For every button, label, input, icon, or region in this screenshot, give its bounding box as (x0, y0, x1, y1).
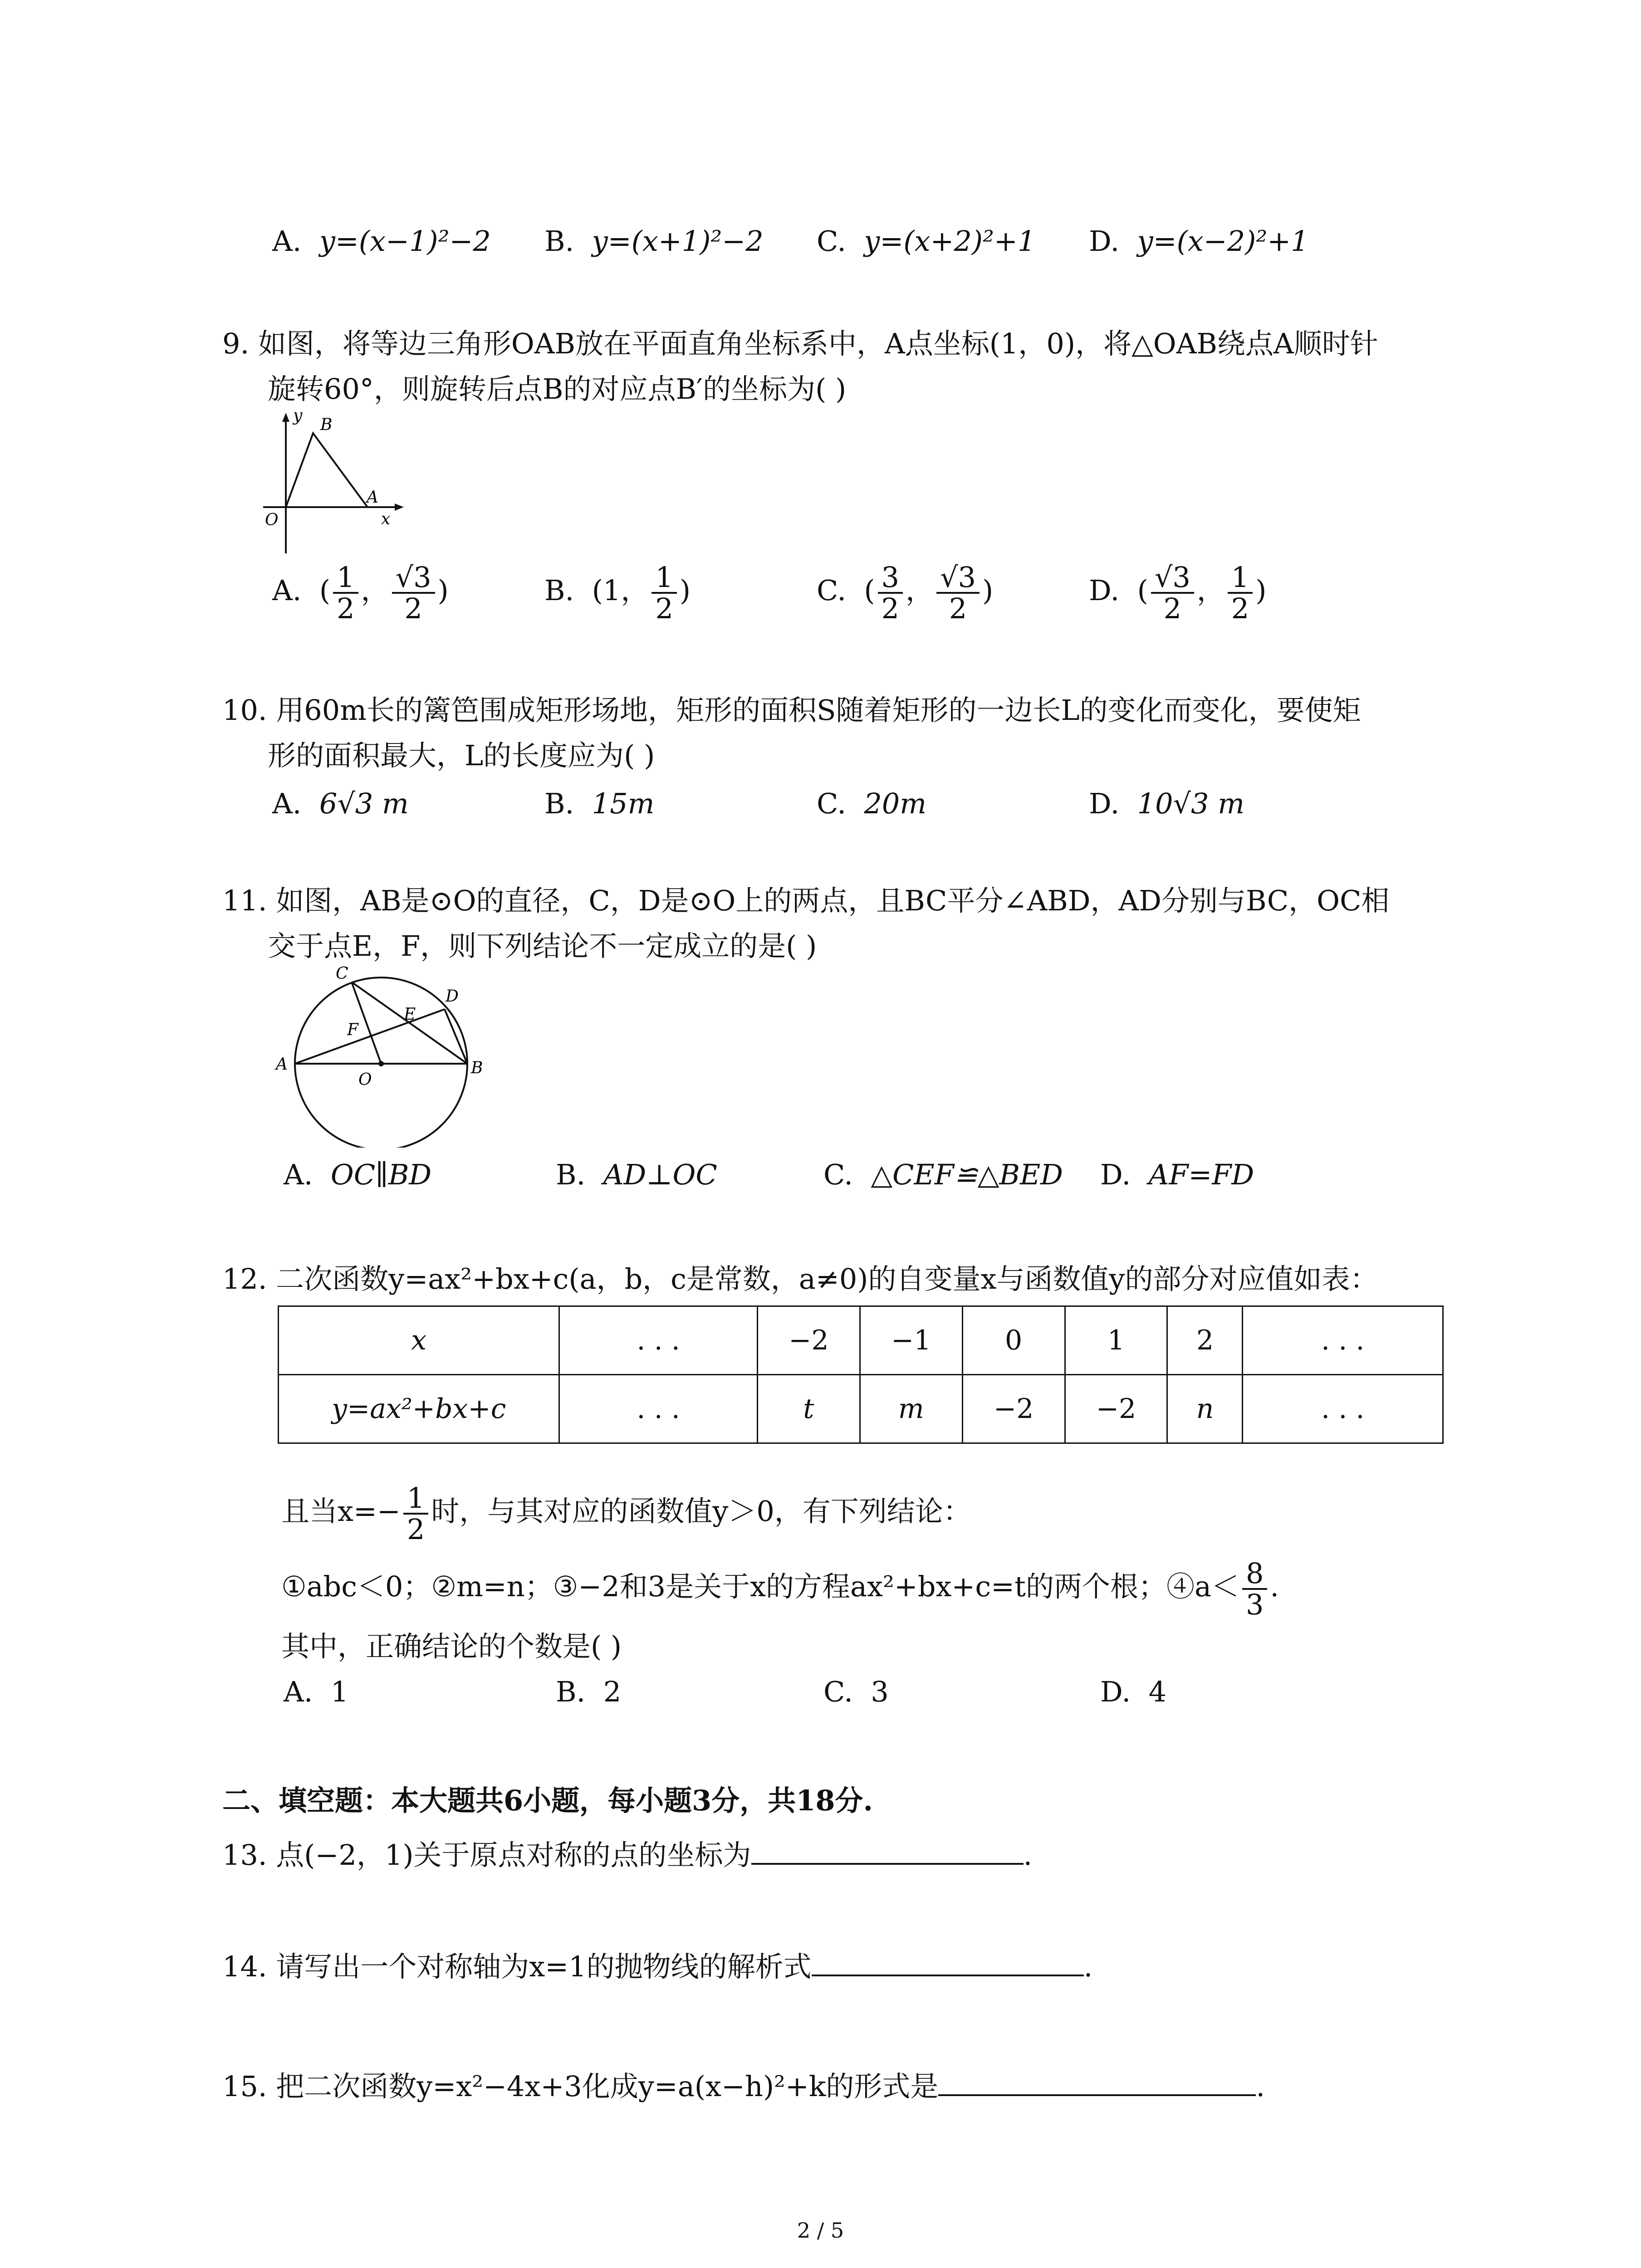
q8-option-d: D. y=(x−2)²+1 (1089, 225, 1309, 258)
label-f: F (347, 1021, 358, 1039)
table-row-x (279, 1306, 1443, 1375)
q10-stem-line2: 形的面积最大，L的长度应为( ) (268, 739, 655, 772)
label-a: A (367, 488, 378, 507)
q9-option-d: D. ( $\frac{√3}{2}$ ， $\frac{1}{2}$ ) (1089, 561, 1267, 626)
q11-option-d: D. AF=FD (1100, 1158, 1254, 1191)
label-o: O (358, 1070, 372, 1089)
q11-option-b: B. AD⊥OC (556, 1158, 717, 1191)
table-cell: n (1167, 1375, 1243, 1443)
q9-stem-line1: 9. 如图，将等边三角形OAB放在平面直角坐标系中，A点坐标(1，0)，将△OAB绕点A顺时针 (222, 327, 1378, 360)
table-cell: y=ax²+bx+c (279, 1375, 559, 1443)
page-number: 2 / 5 (797, 2218, 844, 2243)
table-cell: 1 (1065, 1306, 1167, 1375)
table-cell: 0 (962, 1306, 1065, 1375)
q9-option-c: C. ( $\frac{3}{2}$ ， $\frac{√3}{2}$ ) (817, 561, 994, 626)
q11-option-c: C. △CEF≌△BED (823, 1158, 1063, 1191)
q11-option-a: A. OC∥BD (284, 1158, 432, 1191)
label-a: A (276, 1055, 288, 1074)
q12-option-d: D. 4 (1100, 1675, 1167, 1708)
table-cell: . . . (1243, 1375, 1443, 1443)
table-cell: m (860, 1375, 962, 1443)
table-row-y (279, 1375, 1443, 1443)
q14: 14. 请写出一个对称轴为x=1的抛物线的解析式 . (222, 1950, 1093, 1983)
answer-blank[interactable] (812, 1970, 1084, 1976)
table-cell: . . . (559, 1375, 758, 1443)
table-cell: −2 (757, 1306, 860, 1375)
q10-option-c: C. 20m (817, 787, 927, 820)
answer-blank[interactable] (751, 1858, 1024, 1865)
table-cell: −1 (860, 1306, 962, 1375)
q11-stem-line2: 交于点E，F，则下列结论不一定成立的是( ) (268, 929, 817, 963)
q12-conclusions: ①abc＜0；②m=n；③−2和3是关于x的方程ax²+bx+c=t的两个根；④a＜ $\frac{8}{3}$ . (281, 1557, 1279, 1622)
label-b: B (471, 1059, 483, 1077)
q12-option-b: B. 2 (556, 1675, 622, 1708)
q9-option-b: B. (1， $\frac{1}{2}$ ) (544, 561, 691, 626)
table-cell: x (279, 1306, 559, 1375)
q10-option-d: D. 10√3 m (1089, 787, 1244, 820)
table-cell: . . . (559, 1306, 758, 1375)
q9-stem-line2: 旋转60°，则旋转后点B的对应点B′的坐标为( ) (268, 372, 847, 406)
q8-option-a: A. y=(x−1)²−2 (272, 225, 491, 258)
q10-option-b: B. 15m (544, 787, 655, 820)
q12-question: 其中，正确结论的个数是( ) (281, 1630, 622, 1663)
q12-value-table (278, 1305, 1444, 1444)
label-e: E (404, 1005, 416, 1024)
table-cell: −2 (1065, 1375, 1167, 1443)
q11-stem-line1: 11. 如图，AB是⊙O的直径，C，D是⊙O上的两点，且BC平分∠ABD，AD分别与BC，OC相 (222, 884, 1390, 917)
answer-blank[interactable] (938, 2090, 1256, 2096)
q13: 13. 点(−2，1)关于原点对称的点的坐标为 . (222, 1838, 1033, 1872)
triangle-oab (286, 433, 367, 507)
label-d: D (446, 987, 459, 1006)
table-cell: 2 (1167, 1306, 1243, 1375)
q12-option-c: C. 3 (823, 1675, 889, 1708)
segment-ad (295, 1009, 445, 1064)
q12-stem-line1: 12. 二次函数y=ax²+bx+c(a，b，c是常数，a≠0)的自变量x与函数值y的部分对应值如表： (222, 1262, 1378, 1295)
label-c: C (336, 966, 348, 983)
q8-option-b: B. y=(x+1)²−2 (544, 225, 764, 258)
table-cell: . . . (1243, 1306, 1443, 1375)
y-axis-arrow (282, 413, 289, 422)
q12-option-a: A. 1 (284, 1675, 349, 1708)
q10-option-a: A. 6√3 m (272, 787, 409, 820)
q9-triangle-figure (245, 408, 408, 558)
section-heading: 二、填空题：本大题共6小题，每小题3分，共18分. (222, 1784, 873, 1817)
label-b: B (320, 415, 333, 434)
label-y: y (293, 408, 303, 425)
table-cell: t (757, 1375, 860, 1443)
table-cell: −2 (962, 1375, 1065, 1443)
center-dot (378, 1061, 384, 1066)
x-axis-arrow (395, 503, 404, 511)
q8-option-c: C. y=(x+2)²+1 (817, 225, 1036, 258)
label-x: x (381, 510, 391, 528)
q9-option-a: A. ( $\frac{1}{2}$ ， $\frac{√3}{2}$ ) (272, 561, 449, 626)
q11-circle-figure (268, 966, 490, 1148)
q12-condition: 且当x=− $\frac{1}{2}$ 时，与其对应的函数值y＞0，有下列结论： (281, 1481, 971, 1546)
q10-stem-line1: 10. 用60m长的篱笆围成矩形场地，矩形的面积S随着矩形的一边长L的变化而变化，要使矩 (222, 694, 1361, 727)
label-o: O (265, 511, 279, 529)
q15: 15. 把二次函数y=x²−4x+3化成y=a(x−h)²+k的形式是 . (222, 2070, 1265, 2103)
